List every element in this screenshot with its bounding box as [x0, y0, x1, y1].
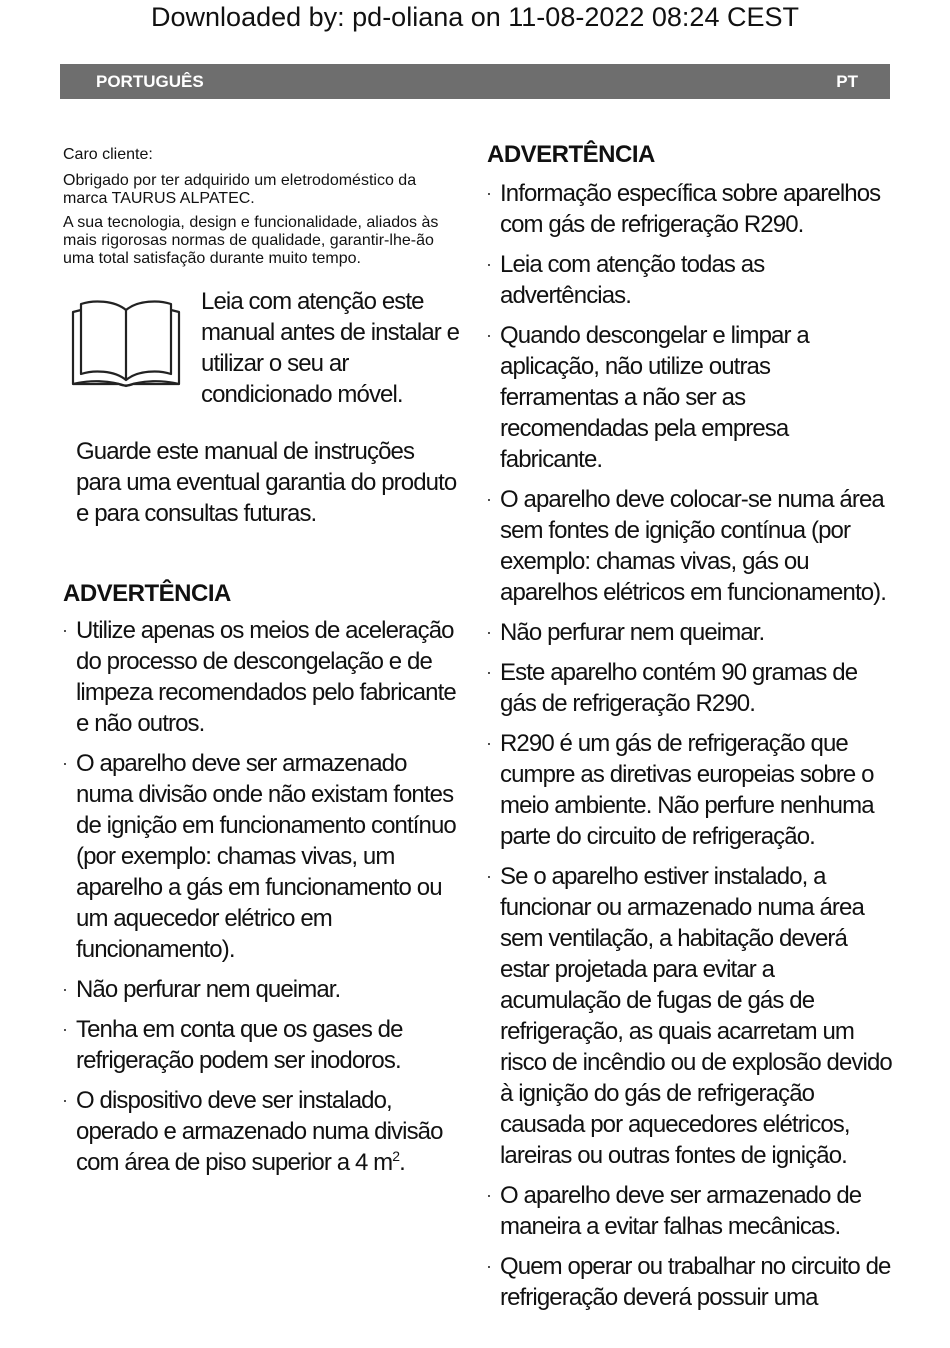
bullet-icon: ·: [486, 662, 492, 682]
list-item: · Tenha em conta que os gases de refrigeração podem ser inodoros.: [62, 1016, 403, 1074]
bullet-icon: ·: [62, 1090, 68, 1110]
bullet-icon: ·: [486, 325, 492, 345]
list-item: · Não perfurar nem queimar.: [486, 619, 765, 646]
list-item: · Utilize apenas os meios de aceleração do processo de descongelação e de limpeza recomendados pelo fabricante e não outros.: [62, 617, 456, 737]
right-section-title: ADVERTÊNCIA: [487, 141, 655, 168]
right-column: [487, 140, 892, 1322]
list-item: · Informação específica sobre aparelhos com gás de refrigeração R290.: [486, 180, 881, 238]
left-section-title: ADVERTÊNCIA: [63, 580, 231, 607]
bullet-icon: ·: [62, 620, 68, 640]
bullet-icon: ·: [62, 979, 68, 999]
list-item: · Não perfurar nem queimar.: [62, 976, 341, 1003]
list-item: · Leia com atenção todas as advertências.: [486, 251, 765, 309]
list-item: · O aparelho deve colocar-se numa área sem fontes de ignição contínua (por exemplo: chamas vivas, gás ou aparelhos elétricos em funcionamento).: [486, 486, 887, 606]
bullet-icon: ·: [62, 753, 68, 773]
language-code: PT: [836, 72, 858, 91]
bullet-icon: ·: [486, 733, 492, 753]
keep-manual-text: Guarde este manual de instruções para uma eventual garantia do produto e para consultas futuras.: [76, 438, 457, 527]
salutation: Caro cliente:: [63, 146, 153, 163]
list-item: · Quando descongelar e limpar a aplicação, não utilize outras ferramentas a não ser as recomendadas pela empresa fabricante.: [486, 322, 809, 473]
read-manual-text: Leia com atenção este manual antes de instalar e utilizar o seu ar condicionado móvel.: [201, 288, 460, 408]
bullet-icon: ·: [486, 866, 492, 886]
read-manual-notice: [63, 288, 463, 436]
list-item: · R290 é um gás de refrigeração que cumpre as diretivas europeias sobre o meio ambiente. Não perfure nenhuma parte do circuito de refrigeração.: [486, 730, 874, 850]
superscript: 2: [392, 1148, 400, 1164]
list-item: · O dispositivo deve ser instalado, operado e armazenado numa divisão com área de piso superior a 4 $m^2$.: [62, 1087, 443, 1176]
left-warning-list: [63, 615, 463, 1178]
download-watermark: Downloaded by: pd-oliana on 11-08-2022 08:24 CEST: [151, 2, 799, 32]
right-warning-list: [487, 178, 892, 1313]
bullet-icon: ·: [486, 622, 492, 642]
intro-paragraph-2: A sua tecnologia, design e funcionalidade, aliados às mais rigorosas normas de qualidade, garantir-lhe-ão uma total satisfação durante muito tempo.: [63, 214, 439, 267]
intro-paragraph-1: Obrigado por ter adquirido um eletrodoméstico da marca TAURUS ALPATEC.: [63, 172, 417, 207]
language-header-bar: [60, 64, 890, 99]
language-label: PORTUGUÊS: [96, 72, 204, 91]
list-item: · O aparelho deve ser armazenado numa divisão onde não existam fontes de ignição em funcionamento contínuo (por exemplo: chamas vivas, um aparelho a gás em funcionamento ou um aquecedor elétrico em funcionamento).: [62, 750, 456, 963]
bullet-icon: ·: [62, 1019, 68, 1039]
bullet-icon: ·: [486, 183, 492, 203]
bullet-icon: ·: [486, 1256, 492, 1276]
list-item: · Se o aparelho estiver instalado, a funcionar ou armazenado numa área sem ventilação, a habitação deverá estar projetada para evitar a acumulação de fugas de gás de refrigeração, as quais acarretam um risco de incêndio ou de explosão devido à ignição do gás de refrigeração causada por aquecedores elétricos, lareiras ou outras fontes de ignição.: [486, 863, 892, 1169]
left-column: [63, 146, 463, 1187]
list-item: · O aparelho deve ser armazenado de maneira a evitar falhas mecânicas.: [486, 1182, 862, 1240]
intro-block: [63, 146, 463, 268]
list-item: · Este aparelho contém 90 gramas de gás de refrigeração R290.: [486, 659, 858, 717]
bullet-icon: ·: [486, 489, 492, 509]
open-book-icon: [69, 296, 183, 388]
bullet-icon: ·: [486, 254, 492, 274]
bullet-icon: ·: [486, 1185, 492, 1205]
list-item: · Quem operar ou trabalhar no circuito de refrigeração deverá possuir uma: [486, 1253, 891, 1311]
